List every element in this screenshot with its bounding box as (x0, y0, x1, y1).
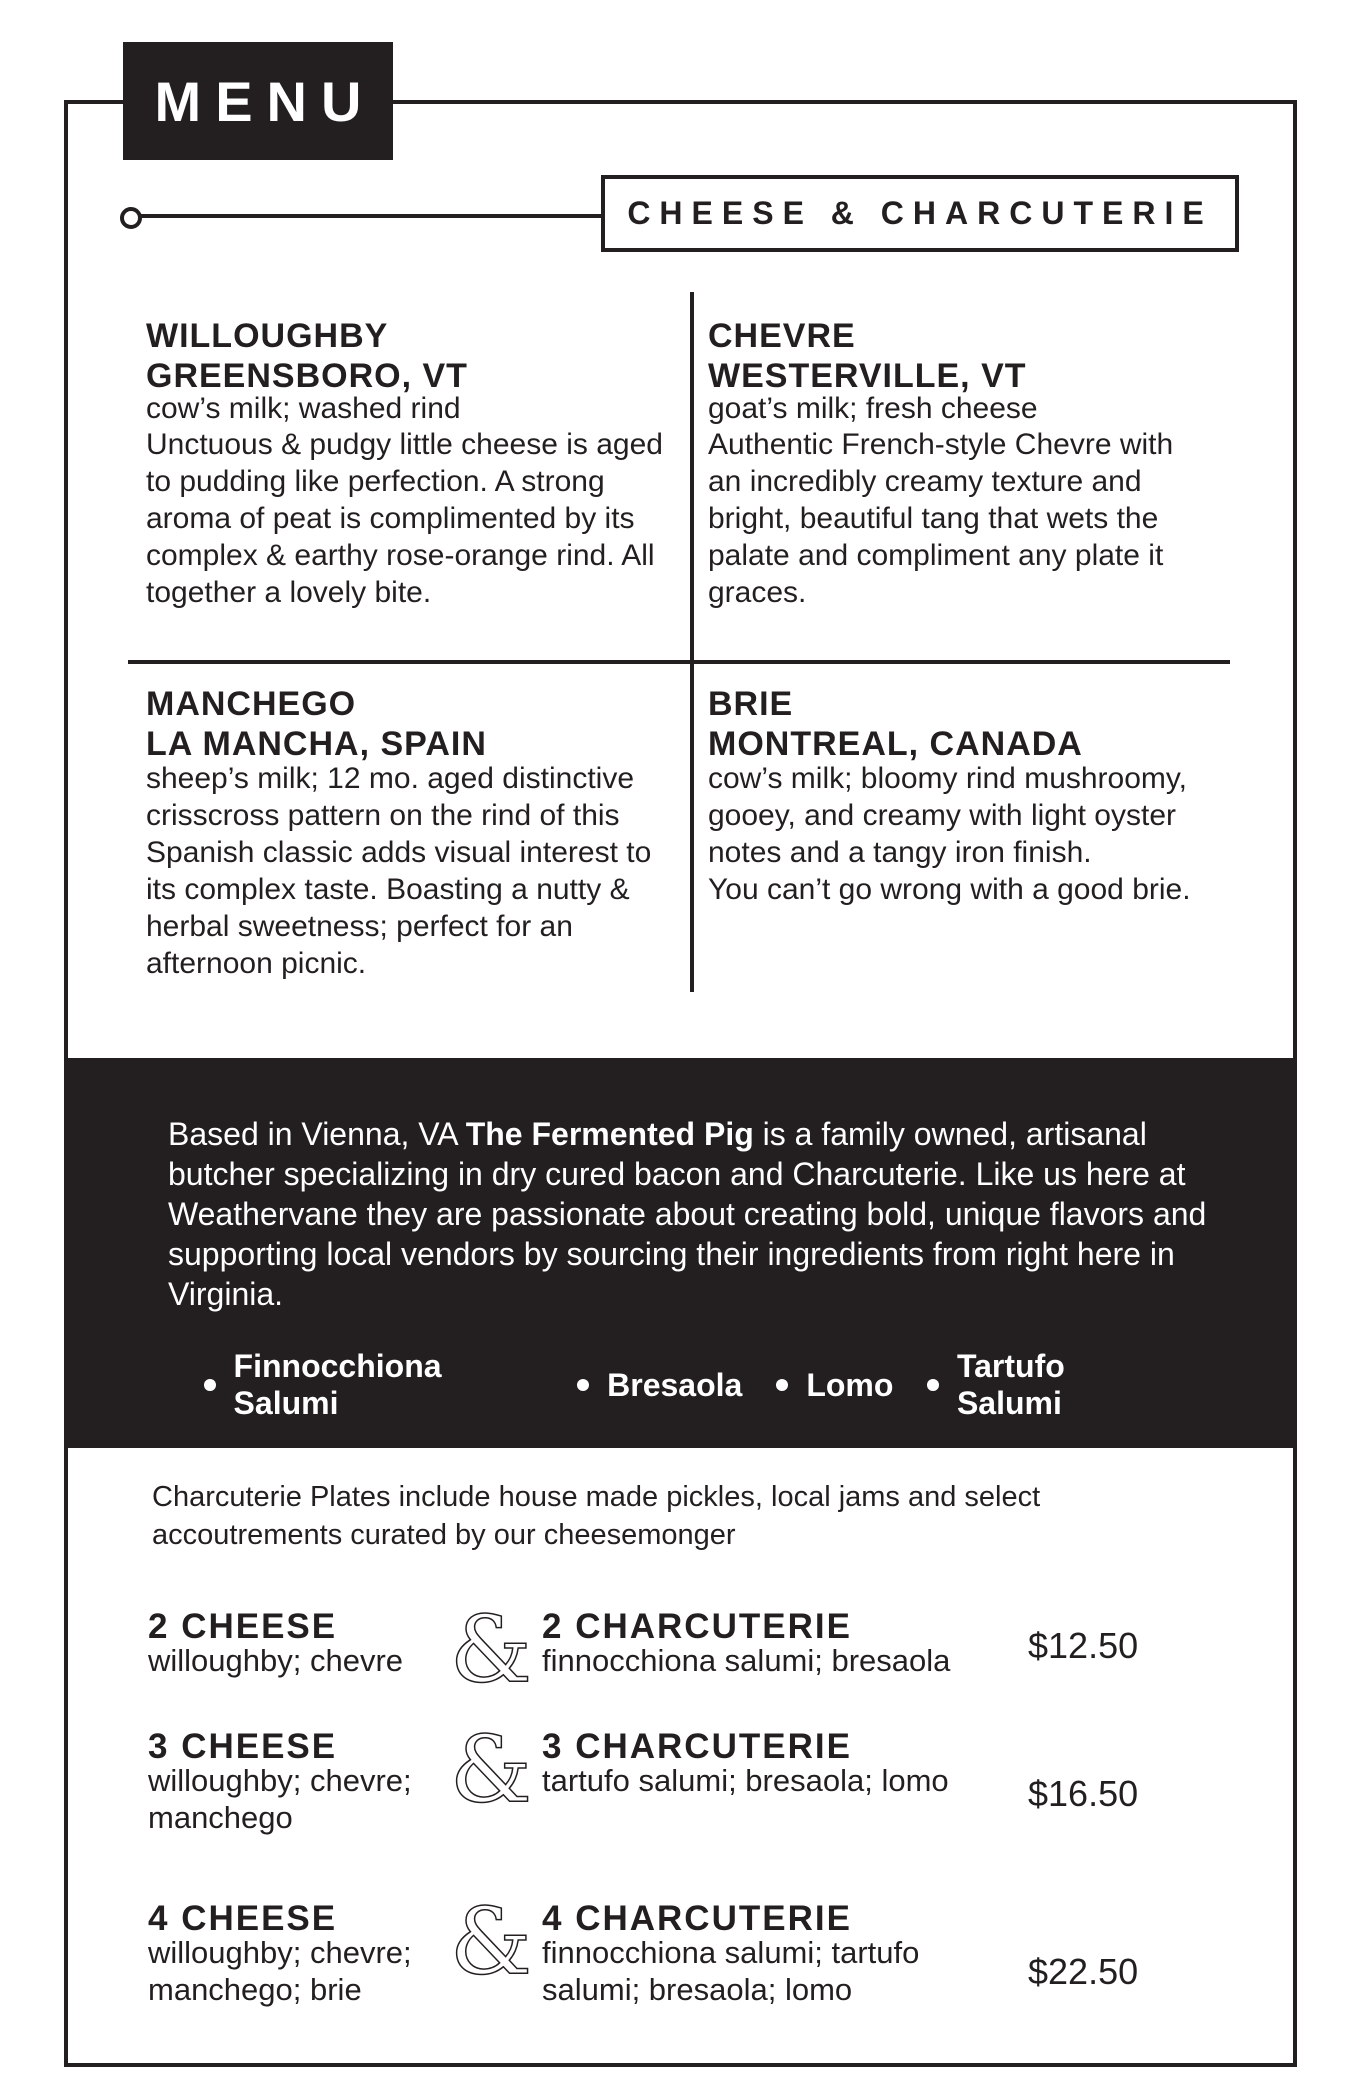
plate-price: $22.50 (1028, 1951, 1139, 1992)
plate-cheese-list: willoughby; chevre; manchego (148, 1763, 412, 1835)
plate-cheese-count: 4 CHEESE (148, 1899, 338, 1938)
cheese-name: MANCHEGO (146, 685, 357, 723)
plate-cheese-count: 2 CHEESE (148, 1607, 338, 1646)
cheese-chevre (708, 316, 1208, 611)
plate-charcuterie-count: 2 CHARCUTERIE (542, 1607, 852, 1646)
charcuterie-band (64, 1058, 1297, 1448)
cheese-milk: goat’s milk; fresh cheese (708, 392, 1038, 425)
intro-before: Based in Vienna, VA (168, 1116, 466, 1152)
cheese-origin: LA MANCHA, SPAIN (146, 725, 487, 763)
plate-price: $12.50 (1028, 1625, 1139, 1666)
column-divider (690, 292, 694, 992)
bullet-icon (927, 1379, 939, 1391)
plate-row-3 (148, 1716, 1198, 1878)
section-rule (140, 214, 602, 218)
bullet-icon (577, 1379, 589, 1391)
bullet-icon (204, 1379, 216, 1391)
section-title: CHEESE & CHARCUTERIE (601, 175, 1239, 252)
charcuterie-items (204, 1348, 1204, 1422)
plate-charcuterie-count: 3 CHARCUTERIE (542, 1727, 852, 1766)
plate-row-4 (148, 1888, 1198, 2050)
ampersand-icon: & (450, 1888, 532, 1995)
cheese-milk: cow’s milk; bloomy rind mushroomy, gooey, and creamy with light oyster notes and a tangy iron finish. (708, 762, 1188, 869)
cheese-name: WILLOUGHBY (146, 317, 389, 355)
cheese-description: Authentic French-style Chevre with an incredibly creamy texture and bright, beautiful tang that wets the palate and compliment any plate it graces. (708, 428, 1174, 609)
bullet-icon (776, 1379, 788, 1391)
intro-after: is a family owned, artisanal butcher specializing in dry cured bacon and Charcuterie. Like us here at Weathervane they are passionate about creating bold, unique flavors and supporting local vendors by sourcing their ingredients from right here in Virginia. (168, 1116, 1207, 1312)
cheese-manchego (146, 684, 666, 982)
brand-name: The Fermented Pig (465, 1116, 754, 1152)
plate-charcuterie-count: 4 CHARCUTERIE (542, 1899, 852, 1938)
charcuterie-item-label: Lomo (806, 1366, 894, 1403)
cheese-willoughby (146, 316, 676, 611)
cheese-name: BRIE (708, 685, 794, 723)
charcuterie-item (204, 1348, 543, 1422)
cheese-origin: WESTERVILLE, VT (708, 357, 1027, 395)
plate-cheese-count: 3 CHEESE (148, 1727, 338, 1766)
cheese-name: CHEVRE (708, 317, 856, 355)
cheese-origin: GREENSBORO, VT (146, 357, 468, 395)
charcuterie-item (776, 1367, 893, 1404)
cheese-origin: MONTREAL, CANADA (708, 725, 1083, 763)
plate-charcuterie-list: finnocchiona salumi; tartufo salumi; bresaola; lomo (542, 1935, 920, 2007)
ampersand-icon: & (450, 1716, 532, 1823)
menu-title: MENU (123, 42, 393, 160)
charcuterie-item-label: Finnocchiona Salumi (233, 1348, 442, 1421)
cheese-description: Unctuous & pudgy little cheese is aged to pudding like perfection. A strong aroma of peat is complimented by its complex & earthy rose-orange rind. All together a lovely bite. (146, 428, 663, 609)
plate-charcuterie-list: finnocchiona salumi; bresaola (542, 1643, 951, 1678)
charcuterie-item (577, 1367, 742, 1404)
cheese-milk: cow’s milk; washed rind (146, 392, 461, 425)
ampersand-icon: & (450, 1596, 532, 1703)
row-divider (128, 660, 1230, 664)
plate-cheese-list: willoughby; chevre (148, 1643, 404, 1678)
plates-note: Charcuterie Plates include house made pickles, local jams and select accoutrements curated by our cheesemonger (152, 1481, 1041, 1551)
charcuterie-intro (168, 1114, 1208, 1314)
plate-cheese-list: willoughby; chevre; manchego; brie (148, 1935, 412, 2007)
cheese-brie (708, 684, 1218, 908)
charcuterie-item (927, 1348, 1170, 1422)
plate-price: $16.50 (1028, 1773, 1139, 1814)
charcuterie-item-label: Tartufo Salumi (956, 1348, 1065, 1421)
charcuterie-item-label: Bresaola (607, 1366, 743, 1403)
cheese-description: You can’t go wrong with a good brie. (708, 873, 1191, 906)
plate-charcuterie-list: tartufo salumi; bresaola; lomo (542, 1763, 949, 1798)
section-rule-dot (120, 207, 142, 229)
cheese-milk: sheep’s milk; 12 mo. aged distinctive crisscross pattern on the rind of this Spanish classic adds visual interest to its complex taste. Boasting a nutty & herbal sweetness; perfect for an afternoon picnic. (146, 762, 652, 980)
